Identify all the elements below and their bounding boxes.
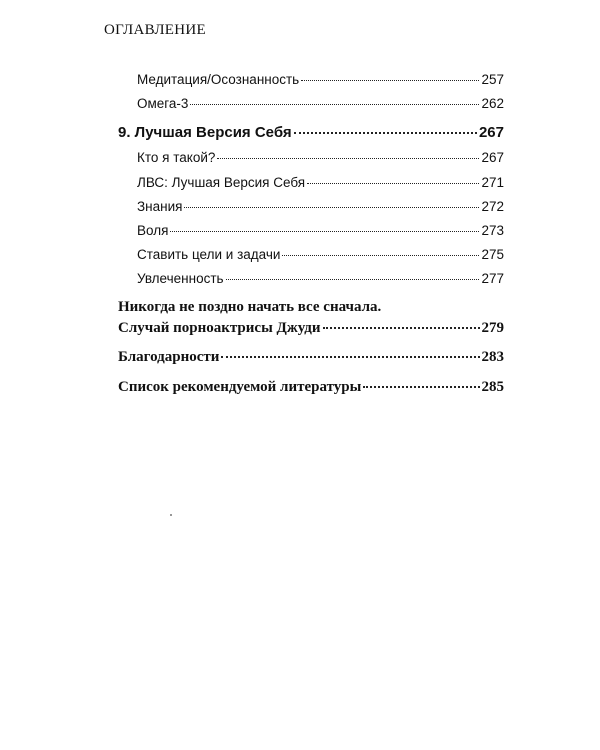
toc-leader-dots: [170, 231, 479, 232]
toc-entry-page: 262: [481, 96, 504, 111]
toc-entry-page: 283: [481, 349, 504, 365]
toc-entry-page: 277: [481, 271, 504, 286]
toc-leader-dots: [221, 356, 479, 358]
toc-entry-will[interactable]: [137, 223, 504, 238]
toc-entry-label: Воля: [137, 223, 169, 238]
toc-leader-dots: [307, 183, 479, 184]
toc-entry-reading-list[interactable]: [118, 379, 504, 396]
toc-entry-never-late[interactable]: [118, 320, 504, 337]
toc-leader-dots: [226, 279, 480, 280]
toc-leader-dots: [301, 80, 479, 81]
toc-entry-label: Ставить цели и задачи: [137, 247, 281, 262]
toc-entry-label: Омега-3: [137, 96, 189, 111]
page-header: ОГЛАВЛЕНИЕ: [104, 22, 206, 38]
toc-entry-who-am-i[interactable]: [137, 150, 504, 165]
toc-entry-page: 267: [478, 124, 504, 141]
toc-chapter-9[interactable]: [118, 124, 504, 141]
toc-entry-meditation[interactable]: [137, 72, 504, 87]
toc-entry-page: 275: [481, 247, 504, 262]
toc-entry-label: Благодарности: [118, 349, 220, 365]
toc-entry-page: 271: [481, 175, 504, 190]
toc-leader-dots: [282, 255, 479, 256]
toc-entry-goals[interactable]: [137, 247, 504, 262]
toc-entry-never-late-line1[interactable]: Никогда не поздно начать все сначала.: [118, 299, 382, 315]
toc-entry-label: Список рекомендуемой литературы: [118, 379, 362, 395]
toc-entry-passion[interactable]: [137, 271, 504, 286]
toc-entry-acknowledgements[interactable]: [118, 349, 504, 366]
toc-entry-label: ЛВС: Лучшая Версия Себя: [137, 175, 306, 190]
toc-entry-page: 285: [481, 379, 504, 395]
toc-leader-dots: [217, 158, 479, 159]
toc-entry-page: 273: [481, 223, 504, 238]
toc-entry-label: Знания: [137, 199, 183, 214]
toc-entry-label: Увлеченность: [137, 271, 224, 286]
toc-leader-dots: [184, 207, 479, 208]
toc-entry-page: 267: [481, 150, 504, 165]
toc-entry-lvs[interactable]: [137, 175, 504, 190]
toc-entry-label: Кто я такой?: [137, 150, 216, 165]
toc-leader-dots: [323, 327, 480, 329]
toc-leader-dots: [294, 132, 477, 134]
toc-entry-page: 279: [481, 320, 504, 336]
toc-entry-omega3[interactable]: [137, 96, 504, 111]
toc-entry-page: 257: [481, 72, 504, 87]
toc-entry-label: Случай порноактрисы Джуди: [118, 320, 321, 336]
toc-leader-dots: [190, 104, 479, 105]
paper-speck: [170, 514, 172, 516]
toc-leader-dots: [363, 386, 479, 388]
toc-entry-page: 272: [481, 199, 504, 214]
toc-entry-label: 9. Лучшая Версия Себя: [118, 124, 292, 141]
toc-entry-knowledge[interactable]: [137, 199, 504, 214]
toc-entry-label: Медитация/Осознанность: [137, 72, 300, 87]
